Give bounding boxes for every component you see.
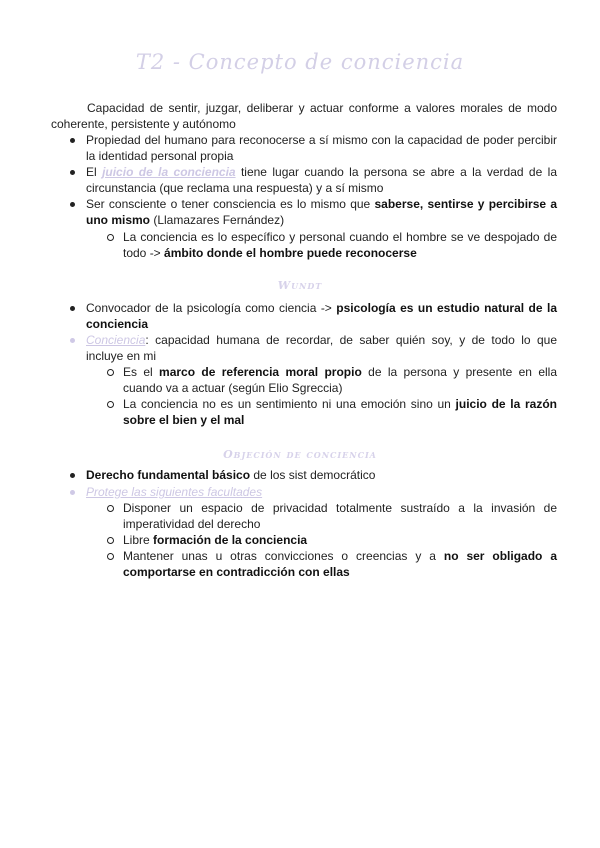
highlight-term: juicio de la conciencia	[102, 165, 236, 179]
page-title: T2 - Concepto de conciencia	[135, 50, 465, 74]
bold-text: saberse, sentirse y percibirse a uno mismo	[86, 197, 557, 227]
intro-paragraph: Capacidad de sentir, juzgar, deliberar y actuar conforme a valores morales de modo coherente, persistente y autónomo	[51, 101, 557, 131]
bullet-text: Convocador de la psicología como ciencia ->	[86, 301, 337, 315]
list-item	[86, 467, 557, 483]
sub-list-item	[123, 396, 557, 428]
bullet-text: Propiedad del humano para reconocerse a sí mismo con la capacidad de poder percibir la identidad personal propia	[86, 133, 557, 163]
list-item	[86, 132, 557, 164]
sub-list-item	[123, 548, 557, 580]
section-heading-objecion: Objeción de conciencia	[223, 448, 377, 461]
bullet-text: Disponer un espacio de privacidad totalmente sustraído a la invasión de imperatividad del derecho	[123, 501, 557, 531]
bold-text: formación de la conciencia	[153, 533, 308, 547]
bold-text: Derecho fundamental básico	[86, 468, 251, 482]
section-heading-wundt: Wundt	[277, 279, 323, 292]
sub-list-item	[123, 500, 557, 532]
bullet-text: de la persona y presente en ella cuando va a actuar (según Elio Sgreccia)	[123, 365, 557, 395]
bullet-text: La conciencia es lo específico y personal cuando el hombre se ve despojado de todo ->	[123, 230, 557, 260]
bold-text: psicología es un estudio natural de la conciencia	[86, 301, 558, 331]
bullet-text: Mantener unas u otras convicciones o creencias y a	[123, 549, 444, 563]
bullet-text: de los sist democrático	[250, 468, 376, 482]
bullet-text: (Llamazares Fernández)	[150, 213, 285, 227]
list-item	[86, 300, 557, 332]
bullet-text: Es el	[123, 365, 160, 379]
bullet-text: Libre	[123, 533, 154, 547]
bold-text: ámbito donde el hombre puede reconocerse	[164, 246, 417, 260]
bullet-text: La conciencia no es un sentimiento ni una emoción sino un	[123, 397, 456, 411]
list-item	[86, 332, 557, 364]
bullet-text: tiene lugar cuando la persona se abre a la verdad de la circunstancia (que reclama una respuesta) y a sí mismo	[86, 165, 557, 195]
sub-list-item	[123, 229, 557, 261]
sub-list-item	[123, 532, 557, 548]
list-item	[86, 164, 557, 196]
bold-text: juicio de la razón sobre el bien y el mal	[123, 397, 557, 427]
bold-text: no ser obligado a comportarse en contradicción con ellas	[123, 549, 557, 579]
bold-text: marco de referencia moral propio	[159, 365, 362, 379]
bullet-text: Ser consciente o tener consciencia es lo mismo que	[86, 197, 375, 211]
highlight-term: Protege las siguientes facultades	[86, 485, 263, 499]
bullet-text: El	[86, 165, 103, 179]
sub-list-item	[123, 364, 557, 396]
highlight-term: Conciencia	[86, 333, 146, 347]
list-item	[86, 196, 557, 228]
list-item	[86, 484, 557, 500]
bullet-text: : capacidad humana de recordar, de saber quién soy, y de todo lo que incluye en mi	[86, 333, 557, 363]
